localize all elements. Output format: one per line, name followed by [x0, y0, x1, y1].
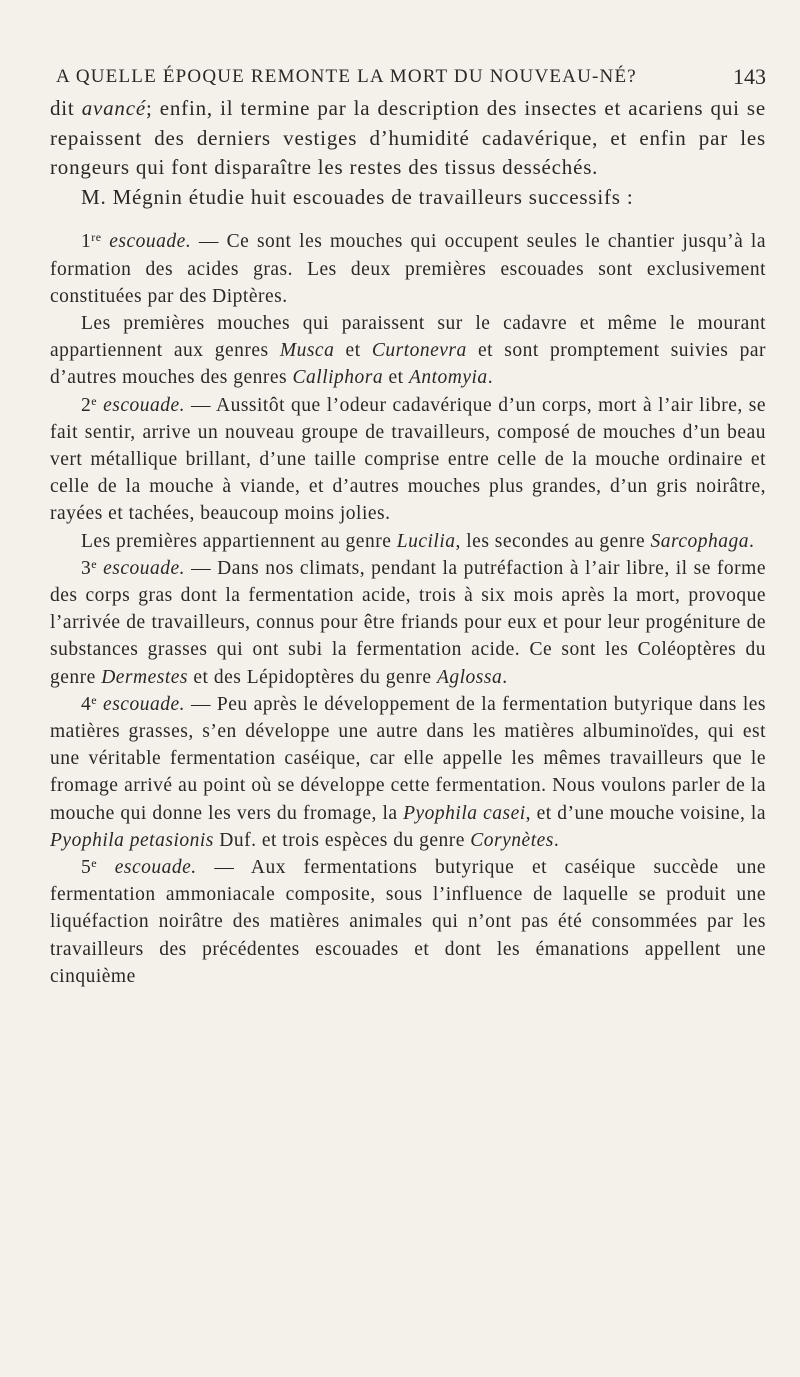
running-header	[50, 62, 766, 92]
running-title: A QUELLE ÉPOQUE REMONTE LA MORT DU NOUVEAU-NÉ?	[56, 66, 637, 87]
intro-paragraph-2: M. Mégnin étudie huit escouades de travailleurs successifs :	[81, 184, 634, 209]
squad-3-label: escouade.	[97, 557, 186, 579]
squad-1-genera-paragraph: Les premières mouches qui paraissent sur le cadavre et même le mourant appartiennent aux genres Musca et Curtonevra et sont promptement suivies par d’autres mouches des genres Calliphora et Antomyia.	[50, 312, 766, 389]
squads-section	[50, 228, 766, 990]
squad-5-paragraph: 5e escouade. — Aux fermentations butyrique et caséique succède une fermentation ammoniacale composite, sous l’influence de laquelle se produit une liquéfaction noirâtre des matières animales qui n’ont pas été consommées par les travailleurs des précédentes escouades et dont les émanations appellent une cinquième	[50, 856, 766, 987]
squad-2-paragraph: 2e escouade. — Aussitôt que l’odeur cadavérique d’un corps, mort à l’air libre, se fait sentir, arrive un nouveau groupe de travailleurs, composé de mouches d’un beau vert métallique brillant, d’une taille comprise entre celle de la mouche ordinaire et celle de la mouche à viande, et d’autres mouches plus grandes, d’un gris noirâtre, rayées et tachées, beaucoup moins jolies.	[50, 393, 766, 525]
squad-5-label: escouade.	[97, 857, 197, 879]
squad-4-paragraph: 4e escouade. — Peu après le développement de la fermentation butyrique dans les matières grasses, s’en développe une autre dans les matières albuminoïdes, qui est une véritable fermentation caséique, car elle appelle les mêmes travailleurs que le fromage arrivé au point où se développe cette fermentation. Nous voulons parler de la mouche qui donne les vers du fromage, la Pyophila casei, et d’une mouche voisine, la Pyophila petasionis Duf. et trois espèces du genre Corynètes.	[50, 692, 766, 851]
book-page	[50, 62, 766, 990]
squad-2-genera-paragraph: Les premières appartiennent au genre Lucilia, les secondes au genre Sarcophaga.	[81, 530, 755, 552]
squad-4-label: escouade.	[97, 693, 185, 715]
intro-text	[50, 94, 766, 212]
squad-3-paragraph: 3e escouade. — Dans nos climats, pendant la putréfaction à l’air libre, il se forme des corps gras dont la fermentation acide, trois à six mois après la mort, provoque l’arrivée de travailleurs, connus pour être friands pour eux et pour leur progéniture de substances grasses qui ont subi la fermentation acide. Ce sont les Coléoptères du genre Dermestes et des Lépidoptères du genre Aglossa.	[50, 556, 766, 688]
squad-2-label: escouade.	[97, 394, 186, 416]
intro-paragraph-1: dit avancé; enfin, il termine par la description des insectes et acariens qui se repaissent des derniers vestiges d’humidité cadavérique, et enfin par les rongeurs qui font disparaître les restes des tissus desséchés.	[50, 96, 766, 180]
squad-1-label: escouade.	[101, 231, 192, 253]
term-avance: avancé	[81, 96, 146, 120]
page-number: 143	[733, 64, 766, 89]
squad-1-paragraph: 1re escouade. — Ce sont les mouches qui occupent seules le chantier jusqu’à la formation des acides gras. Les deux premières escouades sont exclusivement constituées par des Diptères.	[50, 230, 766, 307]
